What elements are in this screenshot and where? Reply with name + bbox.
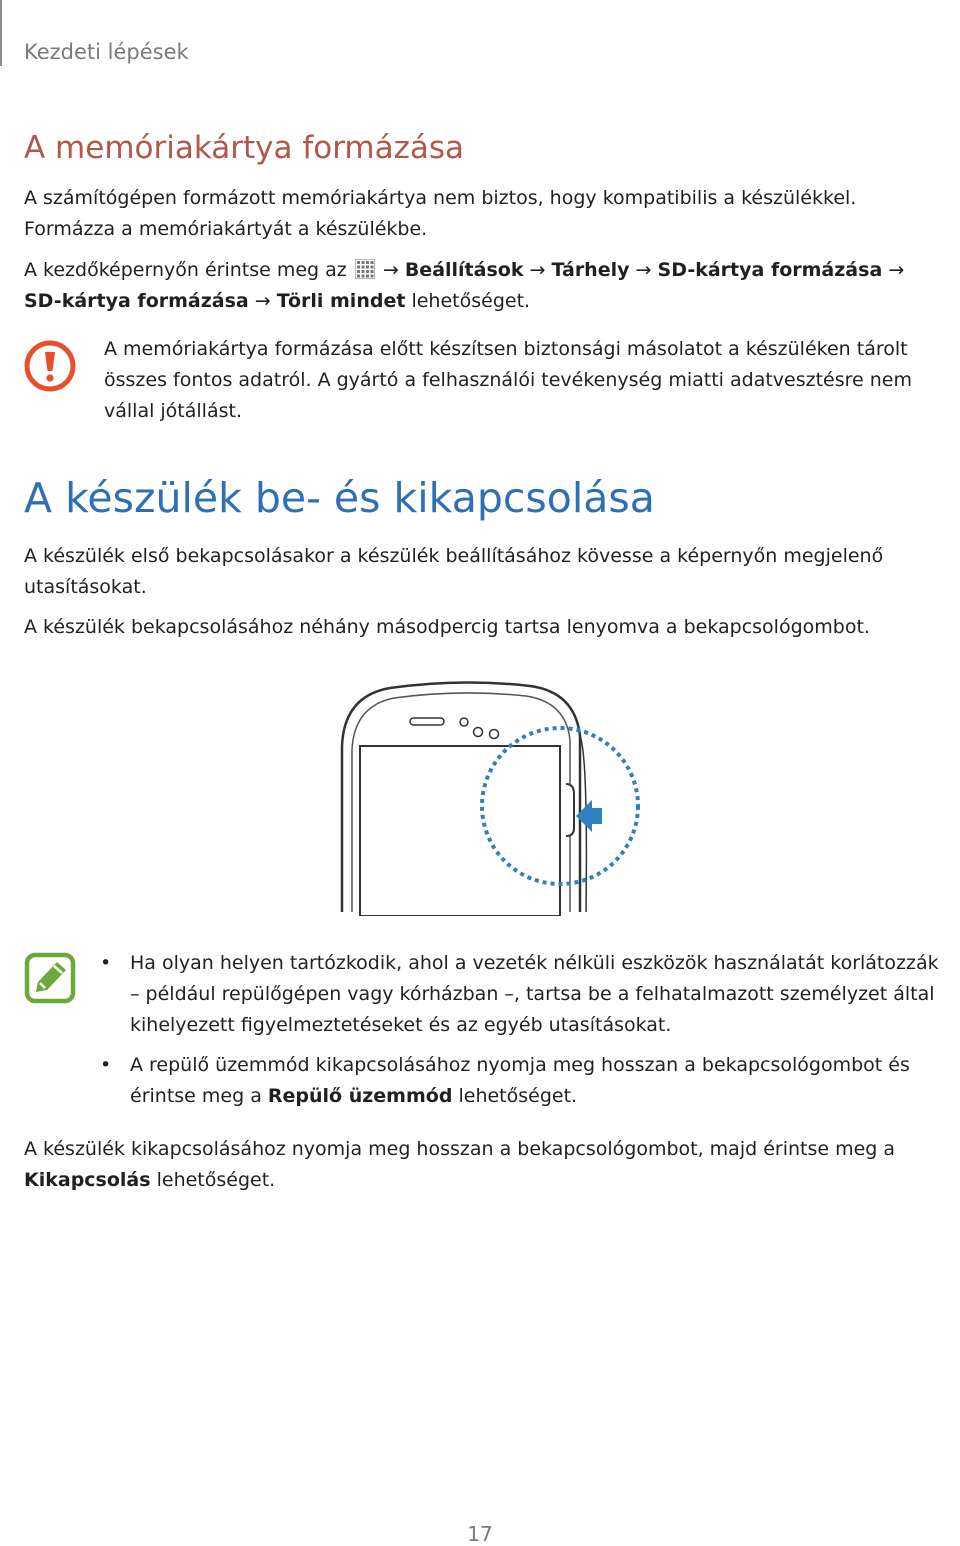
- running-header: Kezdeti lépések: [24, 40, 189, 64]
- arrow-glyph: →: [529, 259, 546, 281]
- menu-path-storage: Tárhely: [551, 259, 630, 281]
- power-on-instruction: A készülék bekapcsolásához néhány másodpercig tartsa lenyomva a bekapcsológombot.: [24, 616, 870, 638]
- sd-format-steps: [24, 255, 944, 317]
- phone-power-key-illustration: [330, 676, 650, 916]
- sd-format-intro: A számítógépen formázott memóriakártya nem biztos, hogy kompatibilis a készülékkel. Formázza a memóriakártyát a készülékbe.: [24, 187, 857, 240]
- list-item: [100, 948, 940, 1041]
- note-restricted-areas: Ha olyan helyen tartózkodik, ahol a vezeték nélküli eszközök használatát korlátozzák – például repülőgépen vagy kórházban –, tartsa be a felhatalmazott személyzet által kihelyezett figyelmeztetéseket és az egyéb utasításokat.: [130, 952, 939, 1036]
- power-off-prefix: A készülék kikapcsolásához nyomja meg hosszan a bekapcsológombot, majd érintse meg a: [24, 1138, 896, 1160]
- arrow-glyph: →: [635, 259, 652, 281]
- section-title-power: A készülék be- és kikapcsolása: [24, 474, 655, 522]
- page-edge-rule: [0, 0, 2, 66]
- option-airplane-mode: Repülő üzemmód: [267, 1085, 453, 1107]
- arrow-glyph: →: [382, 259, 399, 281]
- page-number: 17: [467, 1522, 493, 1546]
- note-airplane-prefix: A repülő üzemmód kikapcsolásához nyomja meg hosszan a bekapcsológombot és érintse meg a: [130, 1054, 910, 1107]
- section-title-sd-format: A memóriakártya formázása: [24, 130, 465, 166]
- apps-grid-icon: [355, 259, 375, 279]
- power-off-suffix: lehetőséget.: [156, 1169, 276, 1191]
- caution-icon: [24, 340, 76, 392]
- menu-path-settings: Beállítások: [404, 259, 524, 281]
- bullet-dot: •: [100, 952, 112, 974]
- note-airplane-suffix: lehetőséget.: [458, 1085, 578, 1107]
- arrow-glyph: →: [888, 259, 905, 281]
- arrow-glyph: →: [254, 290, 271, 312]
- power-off-instruction: [24, 1134, 944, 1196]
- menu-path-format-sd-confirm: SD-kártya formázása: [24, 290, 249, 312]
- step-suffix: lehetőséget.: [411, 290, 531, 312]
- list-item: [100, 1050, 940, 1112]
- bullet-dot: •: [100, 1054, 112, 1076]
- menu-path-erase-all: Törli mindet: [276, 290, 406, 312]
- notes-list: [100, 948, 940, 1121]
- power-intro: A készülék első bekapcsolásakor a készülék beállításához kövesse a képernyőn megjelenő utasításokat.: [24, 545, 884, 598]
- warning-text: A memóriakártya formázása előtt készítsen biztonsági másolatot a készüléken tárolt összes fontos adatról. A gyártó a felhasználói tevékenység miatti adatvesztésre nem vállal jótállást.: [104, 338, 912, 422]
- note-icon: [24, 952, 76, 1004]
- menu-path-format-sd: SD-kártya formázása: [657, 259, 883, 281]
- option-power-off: Kikapcsolás: [24, 1169, 151, 1191]
- step-prefix: A kezdőképernyőn érintse meg az: [24, 259, 347, 281]
